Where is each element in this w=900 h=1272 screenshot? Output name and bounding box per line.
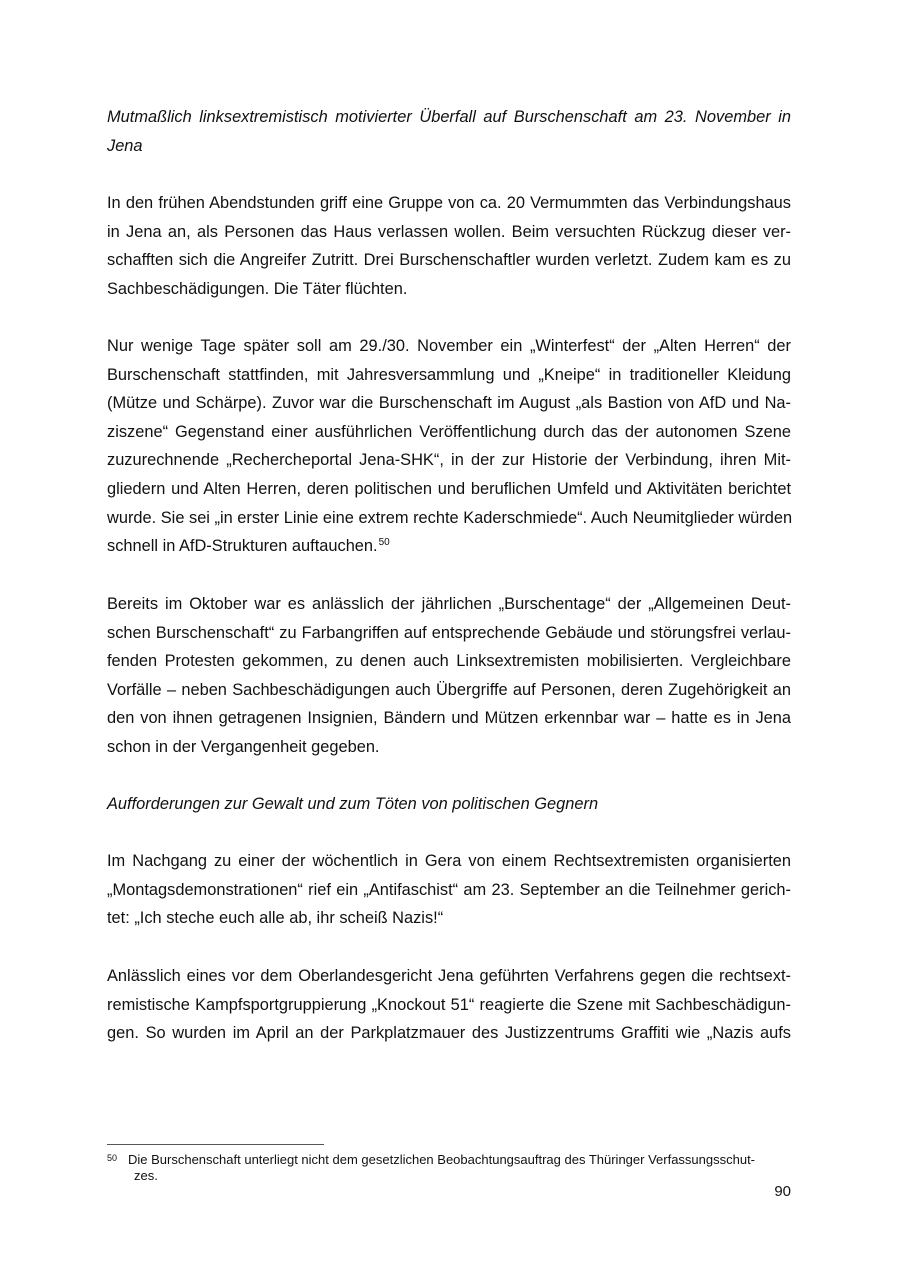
text-line: (Mütze und Schärpe). Zuvor war die Burschenschaft im August „als Bastion von AfD und Na-: [107, 394, 791, 413]
footnote-reference: 50: [378, 537, 390, 549]
text-line: Burschenschaft stattfinden, mit Jahresversammlung und „Kneipe“ in traditioneller Kleidung: [107, 365, 791, 384]
text-line: in Jena an, als Personen das Haus verlassen wollen. Beim versuchten Rückzug dieser ver-: [107, 222, 791, 241]
section-heading-attack-jena: [107, 103, 791, 160]
text-line: Im Nachgang zu einer der wöchentlich in Gera von einem Rechtsextremisten organisierten: [107, 852, 791, 870]
paragraph-knockout51: [107, 962, 791, 1048]
text-line: gliedern und Alten Herren, deren politischen und beruflichen Umfeld und Aktivitäten berichtet: [107, 479, 791, 498]
paragraph-winterfest: [107, 332, 791, 561]
text-line: remistische Kampfsportgruppierung „Knockout 51“ reagierte die Szene mit Sachbeschädigun-: [107, 995, 791, 1014]
footnote-separator: [107, 1144, 324, 1145]
text-line: schnell in AfD-Strukturen auftauchen.$^{50}$: [107, 537, 390, 556]
heading-line: Mutmaßlich linksextremistisch motivierter Überfall auf Burschenschaft am 23. November in: [107, 108, 791, 126]
footnote-line: Die Burschenschaft unterliegt nicht dem gesetzlichen Beobachtungsauftrag des Thüringer Verfassungsschut-: [128, 1152, 756, 1167]
text-line: schen Burschenschaft“ zu Farbangriffen auf entsprechende Gebäude und störungsfrei verlau-: [107, 623, 791, 642]
footnote: [107, 1152, 791, 1184]
text-line: fenden Protesten gekommen, zu denen auch Linksextremisten mobilisierten. Vergleichbare: [107, 652, 791, 671]
page-number: 90: [774, 1183, 791, 1200]
text-line: zuzurechnende „Rechercheportal Jena-SHK“, in der zur Historie der Verbindung, ihren Mit-: [107, 451, 791, 470]
text-line: Vorfälle – neben Sachbeschädigungen auch Übergriffe auf Personen, deren Zugehörigkeit an: [107, 680, 791, 699]
text-line: „Montagsdemonstrationen“ rief ein „Antifaschist“ am 23. September an die Teilnehmer gerich-: [107, 880, 791, 899]
text-line: In den frühen Abendstunden griff eine Gruppe von ca. 20 Vermummten das Verbindungshaus: [107, 194, 791, 212]
text-line: gen. So wurden im April an der Parkplatzmauer des Justizzentrums Graffiti wie „Nazis aufs: [107, 1024, 791, 1043]
text-line: den von ihnen getragenen Insignien, Bändern und Mützen erkennbar war – hatte es in Jena: [107, 709, 791, 728]
text-line: schon in der Vergangenheit gegeben.: [107, 737, 380, 756]
text-line: Sachbeschädigungen. Die Täter flüchten.: [107, 279, 408, 298]
text-line: wurde. Sie sei „in erster Linie eine extrem rechte Kaderschmiede“. Auch Neumitglieder würden: [107, 508, 793, 527]
text-line: ziszene“ Gegenstand einer ausführlichen Veröffentlichung durch das der autonomen Szene: [107, 422, 791, 441]
paragraph-montagsdemo: [107, 847, 791, 933]
text-line: Bereits im Oktober war es anlässlich der jährlichen „Burschentage“ der „Allgemeinen Deut-: [107, 595, 791, 613]
footnote-text: [128, 1152, 791, 1184]
text-line: Nur wenige Tage später soll am 29./30. November ein „Winterfest“ der „Alten Herren“ der: [107, 337, 791, 355]
text-line: tet: „Ich steche euch alle ab, ihr scheiß Nazis!“: [107, 909, 444, 928]
heading-line: Jena: [107, 136, 143, 155]
section-heading-violence: [107, 790, 791, 819]
footnote-line: zes.: [134, 1168, 158, 1183]
paragraph-burschentage: [107, 590, 791, 762]
paragraph-attack-description: [107, 189, 791, 303]
text-line: schafften sich die Angreifer Zutritt. Drei Burschenschaftler wurden verletzt. Zudem kam es zu: [107, 251, 791, 270]
footnote-number: 50: [107, 1153, 118, 1163]
heading-line: Aufforderungen zur Gewalt und zum Töten von politischen Gegnern: [107, 795, 599, 813]
text-line: Anlässlich eines vor dem Oberlandesgericht Jena geführten Verfahrens gegen die rechtsext-: [107, 967, 791, 985]
